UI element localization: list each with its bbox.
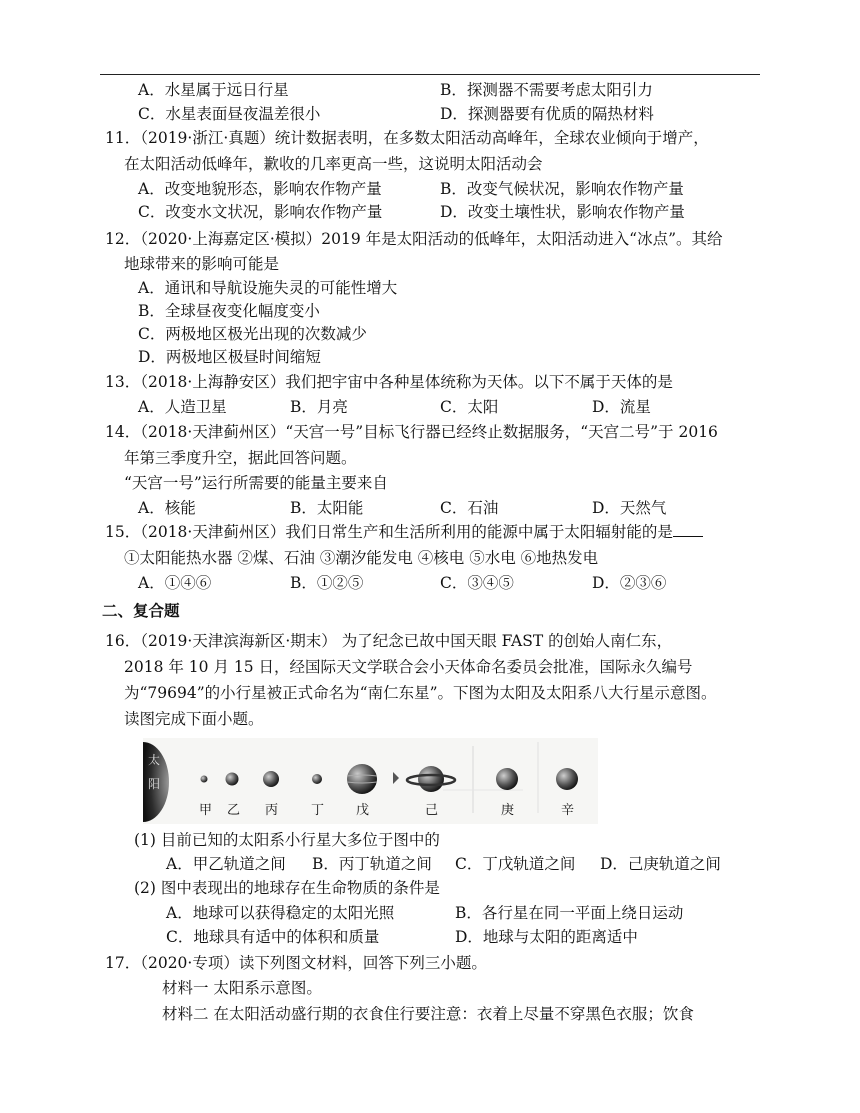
planet-label: 丙 (265, 802, 279, 817)
solar-system-figure (143, 738, 598, 824)
q14-stem-line3: “天宫一号”运行所需要的能量主要来自 (124, 474, 388, 492)
q16-stem-line2: 2018 年 10 月 15 日，经国际天文学联合会小天体命名委员会批准，国际永久编号 (124, 658, 693, 676)
sun-label-2: 阳 (148, 777, 161, 791)
q14-option-d: D．天然气 (592, 499, 667, 517)
planet-jia (201, 776, 208, 783)
q12-option-c: C．两极地区极光出现的次数减少 (138, 325, 367, 343)
q13-option-b: B．月亮 (290, 398, 348, 416)
q15-items: ①太阳能热水器 ②煤、石油 ③潮汐能发电 ④核电 ⑤水电 ⑥地热发电 (124, 549, 599, 567)
planet-bing (263, 771, 279, 787)
q17-stem: 17．（2020·专项）读下列图文材料，回答下列三小题。 (105, 954, 487, 972)
planet-xin (556, 768, 578, 790)
q16-sub2-option-b: B．各行星在同一平面上绕日运动 (455, 904, 684, 922)
planet-yi (226, 773, 239, 786)
planet-ding (312, 774, 322, 784)
q15-option-d: D．②③⑥ (592, 574, 667, 592)
q16-sub1-option-c: C．丁戊轨道之间 (455, 855, 576, 873)
q16-stem-line1: 16．（2019·天津滨海新区·期末） 为了纪念已故中国天眼 FAST 的创始人南仁东， (105, 632, 673, 650)
q11-stem-line1: 11．（2019·浙江·真题）统计数据表明，在多数太阳活动高峰年，全球农业倾向于增产， (105, 129, 709, 147)
q15-stem-text: 15．（2018·天津蓟州区）我们日常生产和生活所利用的能源中属于太阳辐射能的是 (105, 523, 673, 541)
planet-label: 甲 (199, 802, 213, 817)
q11-option-c: C．改变水文状况，影响农作物产量 (138, 203, 383, 221)
q13-option-d: D．流星 (592, 398, 651, 416)
q14-option-c: C．石油 (440, 499, 499, 517)
q15-option-b: B．①②⑤ (290, 574, 364, 592)
q16-sub2-option-d: D．地球与太阳的距离适中 (455, 928, 638, 946)
q11-option-a: A．改变地貌形态，影响农作物产量 (138, 180, 382, 198)
q17-material1: 材料一 太阳系示意图。 (162, 979, 322, 997)
q12-stem-line2: 地球带来的影响可能是 (124, 255, 280, 273)
q16-stem-line3: 为“79694”的小行星被正式命名为“南仁东星”。下图为太阳及太阳系八大行星示意图。 (124, 684, 717, 702)
q12-option-b: B．全球昼夜变化幅度变小 (138, 302, 320, 320)
q10-option-b: B．探测器不需要考虑太阳引力 (440, 81, 653, 99)
answer-blank (673, 522, 703, 537)
q16-sub1-option-b: B．丙丁轨道之间 (312, 855, 432, 873)
planet-ji (418, 766, 444, 792)
q11-option-d: D．改变土壤性状，影响农作物产量 (440, 203, 685, 221)
planet-label: 乙 (227, 802, 241, 817)
q11-stem-line2: 在太阳活动低峰年，歉收的几率更高一些，这说明太阳活动会 (124, 155, 543, 173)
planet-geng (496, 768, 518, 790)
planet-label: 庚 (501, 802, 515, 817)
q10-option-a: A．水星属于远日行星 (138, 81, 289, 99)
q12-option-a: A．通讯和导航设施失灵的可能性增大 (138, 279, 398, 297)
planet-wu (347, 764, 377, 794)
q12-stem-line1: 12．（2020·上海嘉定区·模拟）2019 年是太阳活动的低峰年，太阳活动进入“冰点”。其给 (105, 230, 723, 248)
sun-label-1: 太 (148, 753, 161, 767)
q16-sub1-option-a: A．甲乙轨道之间 (166, 855, 286, 873)
planet-label: 戊 (356, 802, 370, 817)
header-rule (100, 74, 760, 75)
q10-option-c: C．水星表面昼夜温差很小 (138, 105, 321, 123)
q17-material2: 材料二 在太阳活动盛行期的衣食住行要注意：衣着上尽量不穿黑色衣服；饮食 (162, 1005, 694, 1023)
q14-stem-line2: 年第三季度升空，据此回答问题。 (124, 449, 357, 467)
q13-option-a: A．人造卫星 (138, 398, 227, 416)
q10-option-d: D．探测器要有优质的隔热材料 (440, 105, 654, 123)
planet-label: 己 (425, 802, 439, 817)
planet-label: 丁 (311, 802, 325, 817)
asteroid-shape (393, 772, 399, 784)
section-heading: 二、复合题 (102, 601, 180, 620)
q16-sub1-option-d: D．己庚轨道之间 (600, 855, 721, 873)
q16-sub2-option-c: C．地球具有适中的体积和质量 (166, 928, 380, 946)
q15-stem (105, 522, 703, 542)
q15-option-c: C．③④⑤ (440, 574, 514, 592)
q13-option-c: C．太阳 (440, 398, 499, 416)
q12-option-d: D．两极地区极昼时间缩短 (138, 348, 321, 366)
q16-sub2-option-a: A．地球可以获得稳定的太阳光照 (166, 904, 395, 922)
q16-stem-line4: 读图完成下面小题。 (124, 710, 264, 728)
planet-label: 辛 (561, 802, 575, 817)
q11-option-b: B．改变气候状况，影响农作物产量 (440, 180, 684, 198)
q15-option-a: A．①④⑥ (138, 574, 212, 592)
q14-option-a: A．核能 (138, 499, 196, 517)
q16-sub2-stem: (2) 图中表现出的地球存在生命物质的条件是 (134, 879, 440, 897)
q14-stem-line1: 14．（2018·天津蓟州区）“天宫一号”目标飞行器已经终止数据服务，“天宫二号”于 2016 (105, 423, 718, 441)
q13-stem: 13．（2018·上海静安区）我们把宇宙中各种星体统称为天体。以下不属于天体的是 (105, 373, 673, 391)
solar-system-diagram (143, 738, 598, 824)
q16-sub1-stem: (1) 目前已知的太阳系小行星大多位于图中的 (134, 831, 440, 849)
q14-option-b: B．太阳能 (290, 499, 364, 517)
